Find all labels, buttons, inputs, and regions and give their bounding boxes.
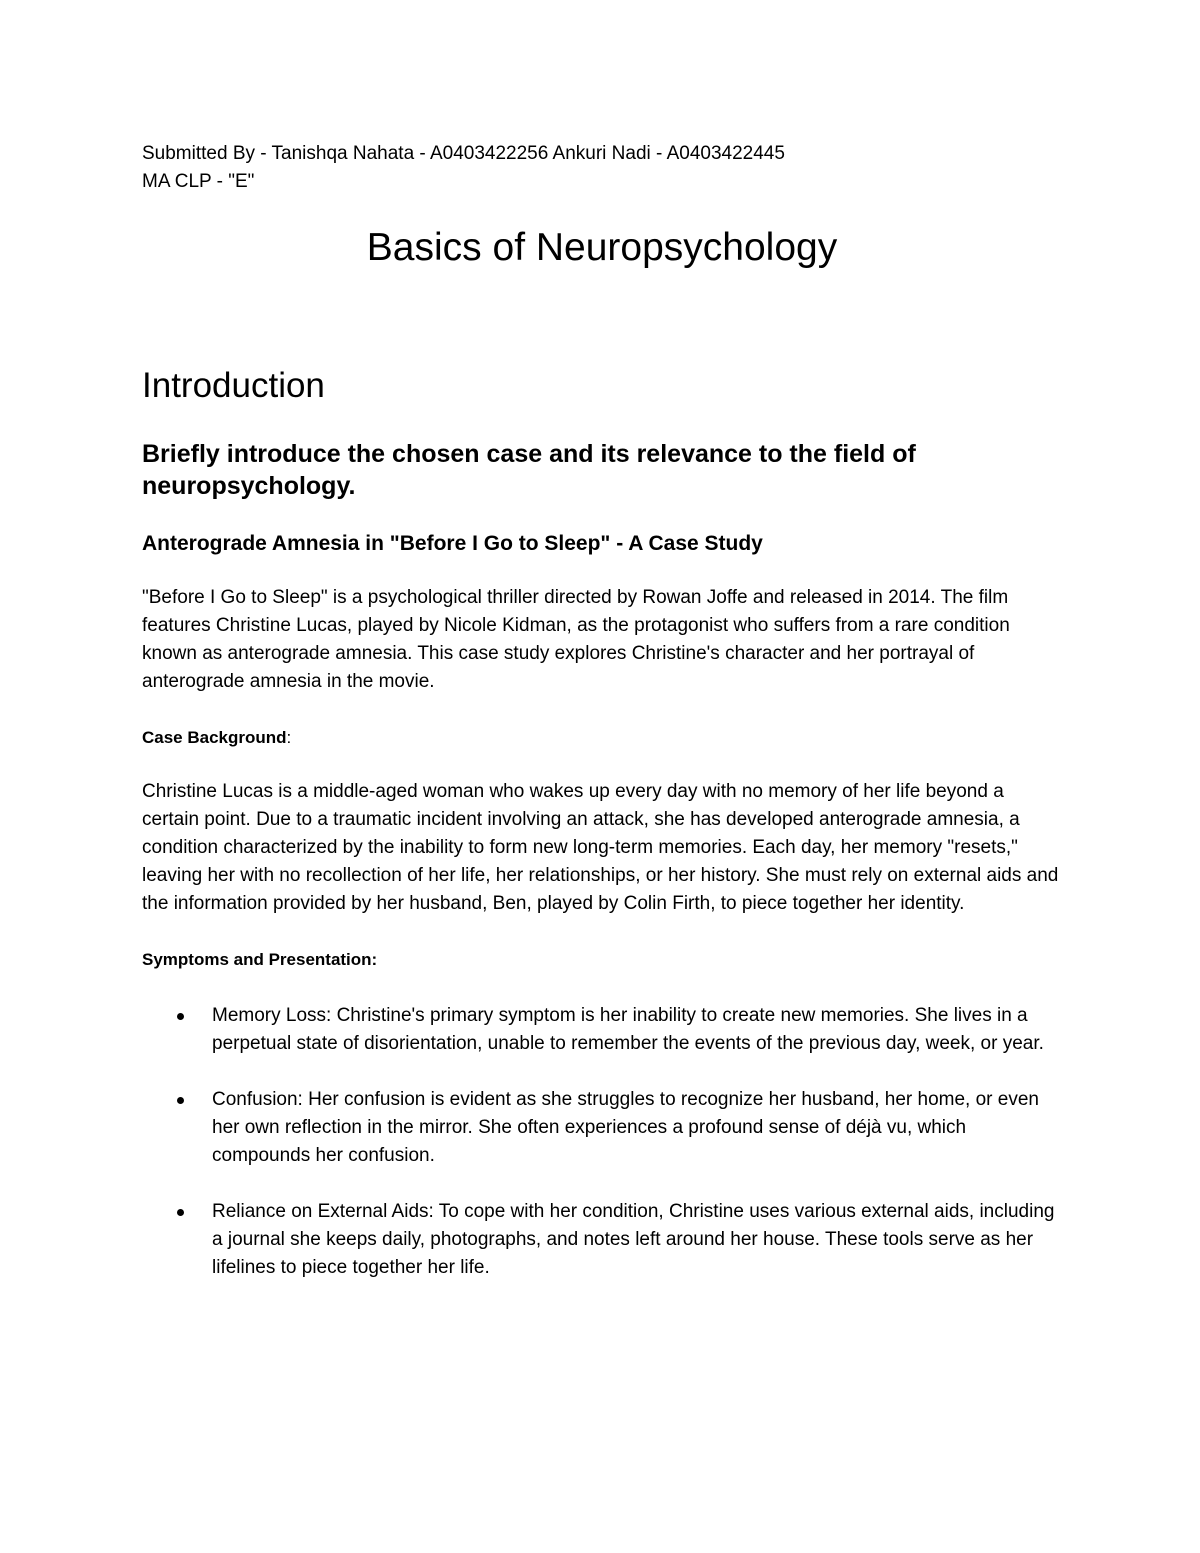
bullet-icon: [177, 1013, 184, 1020]
list-item: [142, 1086, 1062, 1170]
bullet-icon: [177, 1209, 184, 1216]
case-background-colon: :: [286, 728, 292, 747]
introduction-prompt: Briefly introduce the chosen case and its relevance to the field of neuropsychology.: [142, 440, 916, 500]
case-background-label-text: Case Background: [142, 728, 287, 747]
submitted-by-text: Submitted By - Tanishqa Nahata - A0403422256 Ankuri Nadi - A0403422445: [142, 143, 785, 164]
introduction-heading: Introduction: [142, 366, 325, 405]
list-item: [142, 1002, 1062, 1058]
list-item: [142, 1198, 1062, 1282]
submitted-by-line: [142, 140, 1062, 196]
intro-paragraph: "Before I Go to Sleep" is a psychological thriller directed by Rowan Joffe and released in 2014. The film features Christine Lucas, played by Nicole Kidman, as the protagonist who suffers from a rare condition known as anterograde amnesia. This case study explores Christine's character and her portrayal of anterograde amnesia in the movie.: [142, 587, 1010, 692]
case-background-paragraph: Christine Lucas is a middle-aged woman who wakes up every day with no memory of her life beyond a certain point. Due to a traumatic incident involving an attack, she has developed anterograde amnesia, a condition characterized by the inability to form new long-term memories. Each day, her memory "resets," leaving her with no recollection of her life, her relationships, or her history. She must rely on external aids and the information provided by her husband, Ben, played by Colin Firth, to piece together her identity.: [142, 781, 1059, 914]
symptoms-list: [142, 1002, 1062, 1282]
symptom-external-aids: Reliance on External Aids: To cope with her condition, Christine uses various external aids, including a journal she keeps daily, photographs, and notes left around her house. These tools serve as her lifelines to piece together her life.: [212, 1201, 1055, 1278]
case-study-title: Anterograde Amnesia in "Before I Go to Sleep" - A Case Study: [142, 532, 763, 555]
symptoms-label: Symptoms and Presentation:: [142, 950, 378, 969]
document-content: [142, 140, 1062, 1310]
bullet-icon: [177, 1097, 184, 1104]
symptom-memory-loss: Memory Loss: Christine's primary symptom is her inability to create new memories. She lives in a perpetual state of disorientation, unable to remember the events of the previous day, week, or year.: [212, 1005, 1044, 1054]
class-line: MA CLP - "E": [142, 171, 255, 192]
symptom-confusion: Confusion: Her confusion is evident as she struggles to recognize her husband, her home, or even her own reflection in the mirror. She often experiences a profound sense of déjà vu, which compounds her confusion.: [212, 1089, 1039, 1166]
case-background-label: [142, 724, 1062, 752]
document-title: Basics of Neuropsychology: [366, 226, 838, 269]
